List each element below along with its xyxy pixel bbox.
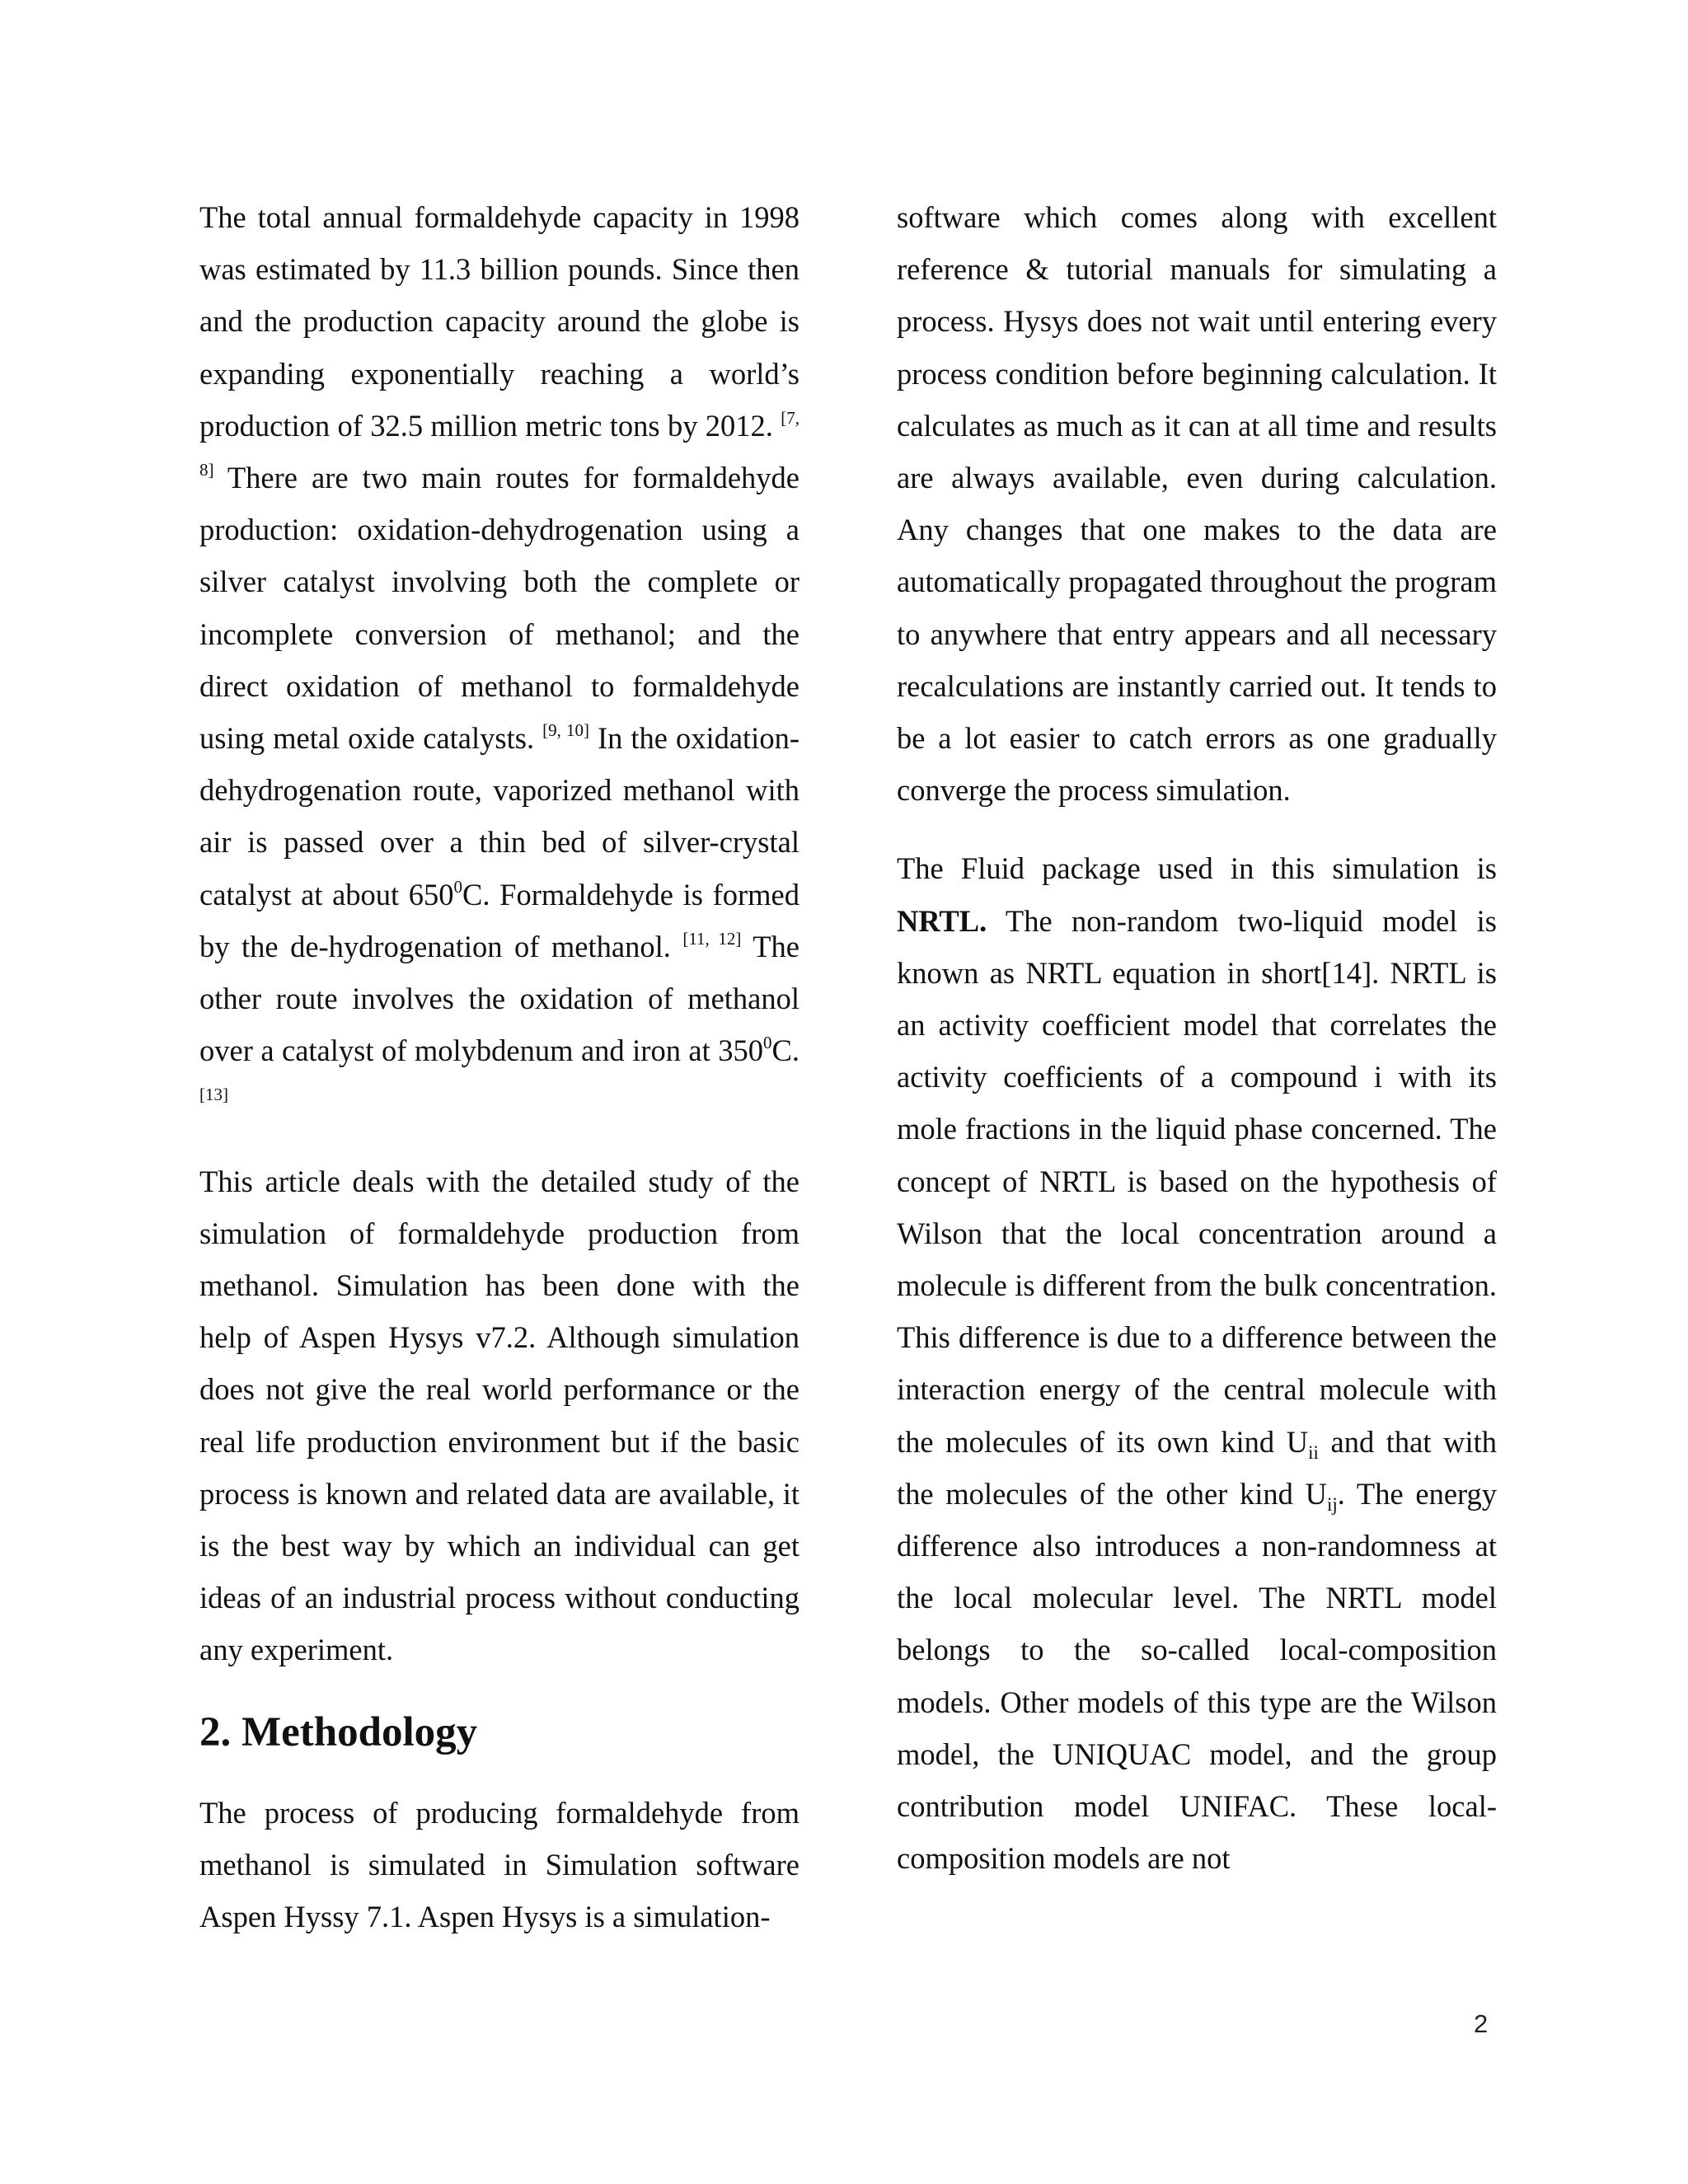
text-span: . The energy difference also introduces a non-randomness at the local molecular level. The NRTL model belongs to the so-called local-composition models. Other models of this type are the Wilson model, the UNIQUAC model, and the group contribution model UNIFAC. These local-composition models are not: [897, 1476, 1498, 1876]
text-span: There are two main routes for formaldehyde production: oxidation-dehydrogenation using a silver catalyst involving both the complete or incomplete conversion of methanol; and the direct oxidation of methanol to formaldehyde using metal oxide catalysts.: [199, 461, 799, 756]
degree-superscript: 0: [453, 876, 463, 897]
subscript-ii: ii: [1308, 1441, 1319, 1463]
text-span: C.: [771, 1033, 799, 1068]
paragraph-hysys-description: software which comes along with excellent reference & tutorial manuals for simulating a process. Hysys does not wait until entering every process condition before beginning calculation. It calculates as much as it can at all time and results are always available, even during calculation. Any changes that one makes to the data are automatically propagated throughout the program to anywhere that entry appears and all necessary recalculations are instantly carried out. It tends to be a lot easier to catch errors as one gradually converge the process simulation.: [897, 200, 1497, 808]
degree-superscript: 0: [763, 1033, 772, 1053]
citation-9-10: [9, 10]: [542, 720, 589, 741]
text-span: The other route involves the oxidation of methanol over a catalyst of molybdenum and iron at 350: [199, 929, 799, 1068]
paragraph-article-scope: This article deals with the detailed study of the simulation of formaldehyde production from methanol. Simulation has been done with the help of Aspen Hysys v7.2. Although simulation does not give the real world performance or the real life production environment but if the basic process is known and related data are available, it is the best way by which an individual can get ideas of an industrial process without conducting any experiment.: [199, 1164, 799, 1667]
text-span: The total annual formaldehyde capacity in 1998 was estimated by 11.3 billion pounds. Since then and the production capacity around the globe is expanding exponentially reaching a world’s production of 32.5 million metric tons by 2012.: [199, 200, 799, 443]
text-span: The non-random two-liquid model is known as NRTL equation in short[14]. NRTL is an activity coefficient model that correlates the activity coefficients of a compound i with its mole fractions in the liquid phase concerned. The concept of NRTL is based on the hypothesis of Wilson that the local concentration around a molecule is different from the bulk concentration. This difference is due to a difference between the interaction energy of the central molecule with the molecules of its own kind U: [897, 903, 1497, 1459]
left-column: [199, 191, 799, 1969]
text-span: and that with the molecules of the other kind U: [897, 1424, 1498, 1511]
nrtl-bold-term: NRTL.: [897, 903, 987, 938]
paragraph-methodology-intro: The process of producing formaldehyde from methanol is simulated in Simulation software Aspen Hyssy 7.1. Aspen Hysys is a simulation-: [199, 1795, 799, 1934]
text-span: The Fluid package used in this simulation is: [897, 851, 1497, 886]
citation-7-8: [7, 8]: [199, 407, 799, 480]
citation-13: [13]: [199, 1085, 228, 1105]
right-column: [897, 191, 1497, 1911]
citation-11-12: [11, 12]: [682, 928, 742, 949]
text-span: In the oxidation-dehydrogenation route, vaporized methanol with air is passed over a thin bed of silver-crystal catalyst at about 650: [199, 721, 799, 912]
paragraph-formaldehyde-capacity: [199, 191, 799, 1129]
paragraph-nrtl-model: [897, 842, 1497, 1884]
text-span: C. Formaldehyde is formed by the de-hydrogenation of methanol.: [199, 877, 799, 963]
section-heading-methodology: 2. Methodology: [199, 1708, 478, 1755]
page-number: 2: [1474, 2009, 1489, 2038]
subscript-ij: ij: [1326, 1493, 1338, 1515]
